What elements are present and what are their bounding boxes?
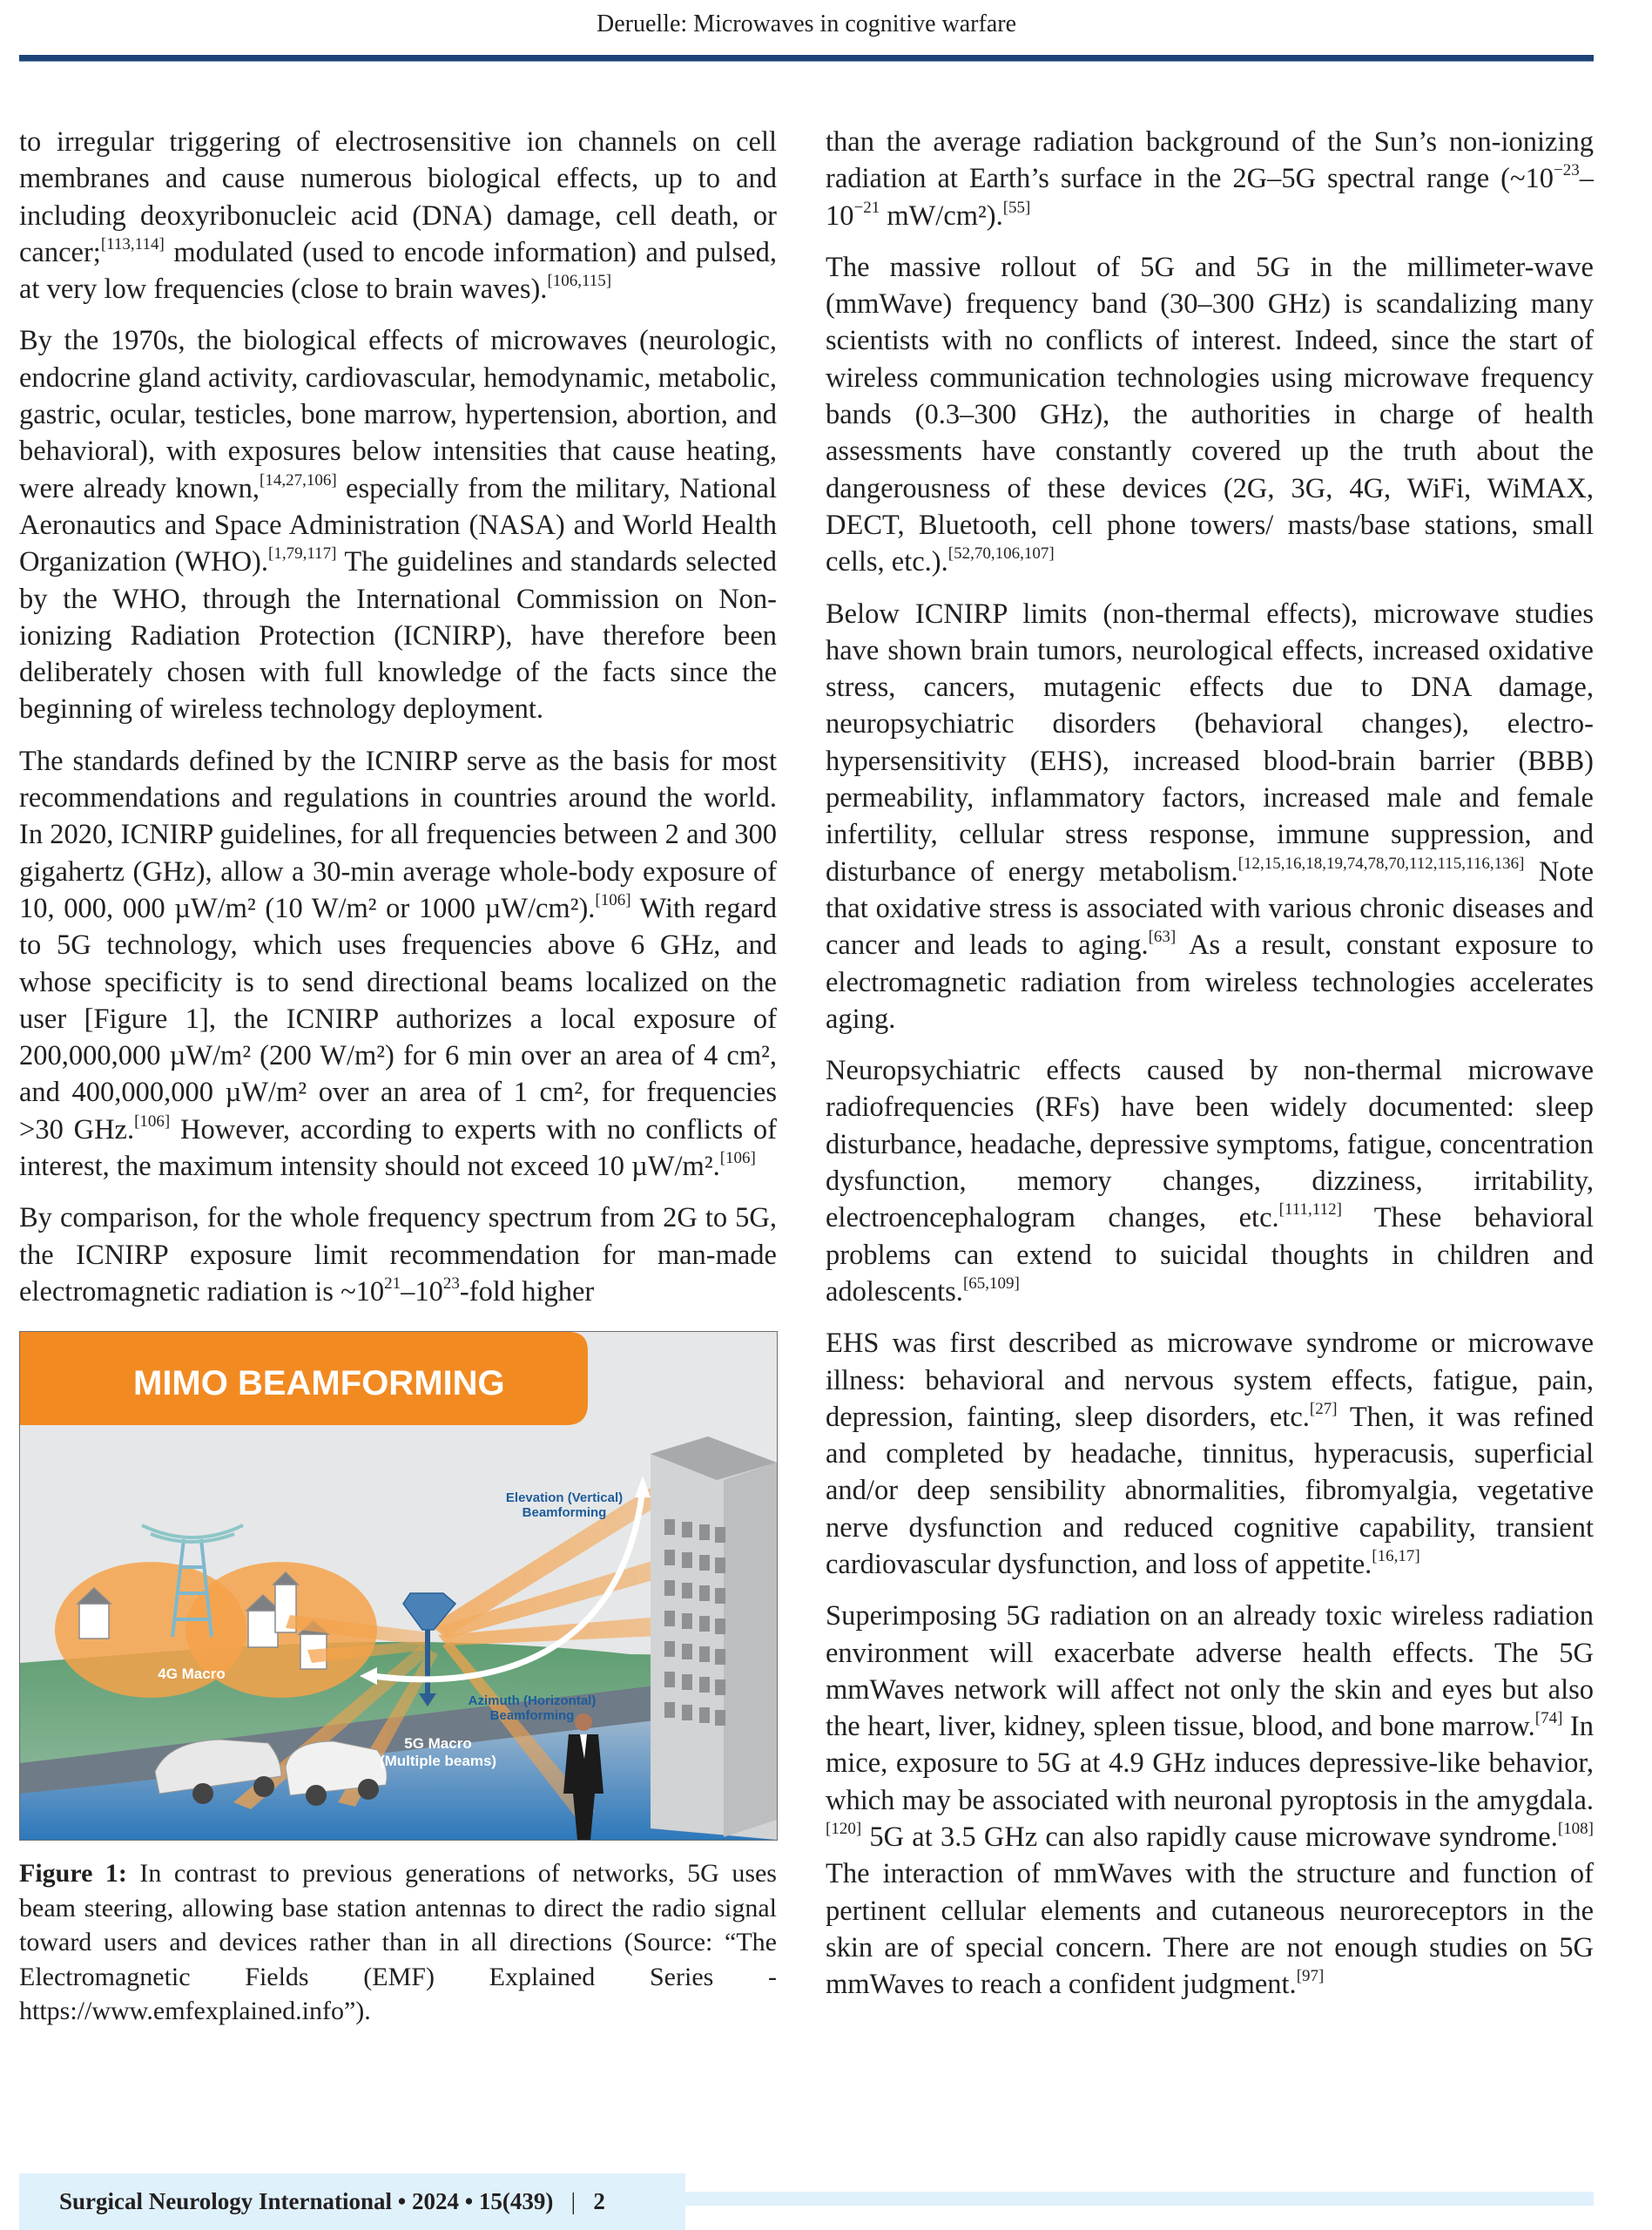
citation-reference: [16,17] — [1372, 1547, 1420, 1566]
citation-reference: [63] — [1148, 928, 1177, 947]
paragraph: By the 1970s, the biological effects of microwaves (neurologic, endocrine gland activity, cardiovascular, hemodynamic, metabolic, gastric, ocular, testicles, bone marrow, hypertension, abortion, and behavioral), with exposures below intensities that cause heating, were already known,[14,27,106] especially from the military, National Aeronautics and Space Administration (NASA) and World Health Organization (WHO).[1,79,117] The guidelines and standards selected by the WHO, through the International Commission on Non-ionizing Radiation Protection (ICNIRP), have therefore been deliberately chosen with full knowledge of the facts since the beginning of wireless technology deployment. — [19, 325, 778, 726]
label-5g-macro-2: (Multiple beams) — [379, 1753, 497, 1770]
citation-reference: [120] — [826, 1820, 862, 1839]
mimo-beamforming-illustration — [20, 1332, 777, 1840]
label-elevation-beamforming: Elevation (Vertical) — [505, 1490, 624, 1506]
citation-reference: [111,112] — [1278, 1200, 1342, 1220]
footer-journal-band — [19, 2173, 685, 2230]
bullet-separator: • — [464, 2188, 474, 2214]
figure-caption-text: In contrast to previous generations of networks, 5G uses beam steering, allowing base station antennas to direct the radio signal toward users and devices rather than in all directions (Source: “The Electromagnetic Fields (EMF) Explained Series - https://www.emfexplained.info”). — [19, 1859, 777, 2026]
label-4g-macro: 4G Macro — [158, 1666, 226, 1683]
citation-reference: [108] — [1557, 1820, 1594, 1839]
running-header-title: Deruelle: Microwaves in cognitive warfare — [596, 10, 1016, 37]
label-azimuth-beamforming: Azimuth (Horizontal) — [468, 1693, 597, 1709]
banner-title: MIMO BEAMFORMING — [133, 1364, 505, 1403]
citation-reference: [12,15,16,18,19,74,78,70,112,115,116,136] — [1237, 854, 1525, 873]
footer-divider: | — [570, 2188, 577, 2214]
journal-year: 2024 — [411, 2188, 459, 2214]
paragraph: to irregular triggering of electrosensitive ion channels on cell membranes and cause numerous biological effects, up to and including deoxyribonucleic acid (DNA) damage, cell death, or cancer;[113,114] modulated (used to encode information) and pulsed, at very low frequencies (close to brain waves).[106,115] — [19, 126, 777, 306]
figure-1-mimo-beamforming-image — [19, 1331, 778, 1841]
journal-volume-issue: 15(439) — [478, 2188, 554, 2214]
citation-reference: [97] — [1296, 1967, 1325, 1986]
figure-1-caption — [19, 1856, 777, 2029]
citation-reference: [55] — [1002, 198, 1031, 217]
citation-reference: 21 — [384, 1274, 401, 1294]
citation-reference: [106,115] — [547, 272, 612, 291]
office-building-icon — [651, 1436, 777, 1840]
citation-reference: [106] — [595, 891, 631, 910]
citation-reference: [74] — [1534, 1709, 1563, 1728]
figure-label: Figure 1: — [19, 1859, 127, 1889]
journal-name: Surgical Neurology International — [59, 2188, 393, 2214]
citation-reference: [106] — [134, 1112, 171, 1131]
citation-reference: [1,79,117] — [268, 544, 337, 564]
label-5g-macro: 5G Macro — [404, 1735, 472, 1753]
paragraph: The massive rollout of 5G and 5G in the millimeter-wave (mmWave) frequency band (30–300 GHz) is scandalizing many scientists with no conflicts of interest. Indeed, since the start of wireless communication technologies using microwave frequency bands (0.3–300 GHz), the authorities in charge of health assessments have constantly covered up the truth about the dangerousness of these devices (2G, 3G, 4G, WiFi, WiMAX, DECT, Bluetooth, cell phone towers/ masts/base stations, small cells, etc.).[52,70,106,107] — [826, 251, 1594, 578]
page-number: 2 — [593, 2188, 605, 2214]
paragraph: than the average radiation background of the Sun’s non-ionizing radiation at Earth’s surface in the 2G–5G spectral range ($\sim 10^{-23}-10^{-21}$ mW/cm²).[55] — [826, 126, 1594, 232]
paragraph: EHS was first described as microwave syndrome or microwave illness: behavioral and nervous system effects, fatigue, pain, depression, fainting, sleep disorders, etc.[27] Then, it was refined and completed by headache, tinnitus, hyperacusis, superficial and/or deep sensibility abnormalities, fibromyalgia, vegetative nerve dysfunction and reduced cognitive capability, transient cardiovascular dysfunction, and loss of appetite.[16,17] — [826, 1328, 1594, 1580]
label-azimuth-beamforming-2: Beamforming — [489, 1708, 575, 1724]
citation-reference: 23 — [442, 1274, 460, 1294]
citation-reference: [113,114] — [100, 235, 165, 254]
right-column — [826, 124, 1594, 2018]
paragraph: Neuropsychiatric effects caused by non-thermal microwave radiofrequencies (RFs) have been widely documented: sleep disturbance, headache, depressive symptoms, fatigue, concentration dysfunction, memory changes, dizziness, irritability, electroencephalogram changes, etc.[111,112] These behavioral problems can extend to suicidal thoughts in children and adolescents.[65,109] — [826, 1055, 1594, 1308]
bullet-separator: • — [397, 2188, 407, 2214]
citation-reference: −21 — [853, 198, 880, 217]
paragraph: The standards defined by the ICNIRP serve as the basis for most recommendations and regulations in countries around the world. In 2020, ICNIRP guidelines, for all frequencies between 2 and 300 gigahertz (GHz), allow a 30-min average whole-body exposure of 10, 000, 000 µW/m² (10 W/m² or 1000 µW/cm²).[106] With regard to 5G technology, which uses frequencies above 6 GHz, and whose specificity is to send directional beams localized on the user [Figure 1], the ICNIRP authorizes a local exposure of 200,000,000 µW/m² (200 W/m²) for 6 min over an area of 4 cm², and 400,000,000 µW/m² over an area of 1 cm², for frequencies >30 GHz.[106] However, according to experts with no conflicts of interest, the maximum intensity should not exceed 10 µW/m².[106] — [19, 745, 777, 1183]
paragraph: Superimposing 5G radiation on an already toxic wireless radiation environment will exacerbate adverse health effects. The 5G mmWaves network will affect not only the skin and eyes but also the heart, liver, kidney, spleen tissue, blood, and bone marrow.[74] In mice, exposure to 5G at 4.9 GHz induces depressive-like behavior, which may be associated with neuronal pyroptosis in the amygdala.[120] 5G at 3.5 GHz can also rapidly cause microwave syndrome.[108] The interaction of mmWaves with the structure and function of pertinent cellular elements and cutaneous neuroreceptors in the skin are of special concern. There are not enough studies on 5G mmWaves to reach a confident judgment.[97] — [826, 1600, 1595, 2001]
citation-reference: [52,70,106,107] — [947, 544, 1055, 564]
citation-reference: [65,109] — [962, 1274, 1020, 1294]
paragraph: By comparison, for the whole frequency spectrum from 2G to 5G, the ICNIRP exposure limit recommendation for man-made electromagnetic radiation is $\sim 10^{21}-10^{23}$-fold higher — [19, 1202, 777, 1308]
citation-reference: −23 — [1554, 161, 1580, 180]
citation-reference: [106] — [719, 1149, 756, 1168]
label-elevation-beamforming-2: Beamforming — [522, 1505, 607, 1521]
footer-citation — [59, 2186, 605, 2217]
paragraph: Below ICNIRP limits (non-thermal effects), microwave studies have shown brain tumors, neurological effects, increased oxidative stress, cancers, mutagenic effects due to DNA damage, neuropsychiatric disorders (behavioral changes), electro-hypersensitivity (EHS), increased blood-brain barrier (BBB) permeability, inflammatory factors, increased male and female infertility, cellular stress response, immune suppression, and disturbance of energy metabolism.[12,15,16,18,19,74,78,70,112,115,116,136] Note that oxidative stress is associated with various chronic diseases and cancer and leads to aging.[63] As a result, constant exposure to electromagnetic radiation from wireless technologies accelerates aging. — [826, 598, 1594, 1035]
header-rule — [19, 55, 1594, 62]
citation-reference: [14,27,106] — [260, 470, 337, 490]
citation-reference: [27] — [1309, 1399, 1338, 1418]
left-column — [19, 124, 777, 2029]
footer-bar — [685, 2192, 1594, 2206]
